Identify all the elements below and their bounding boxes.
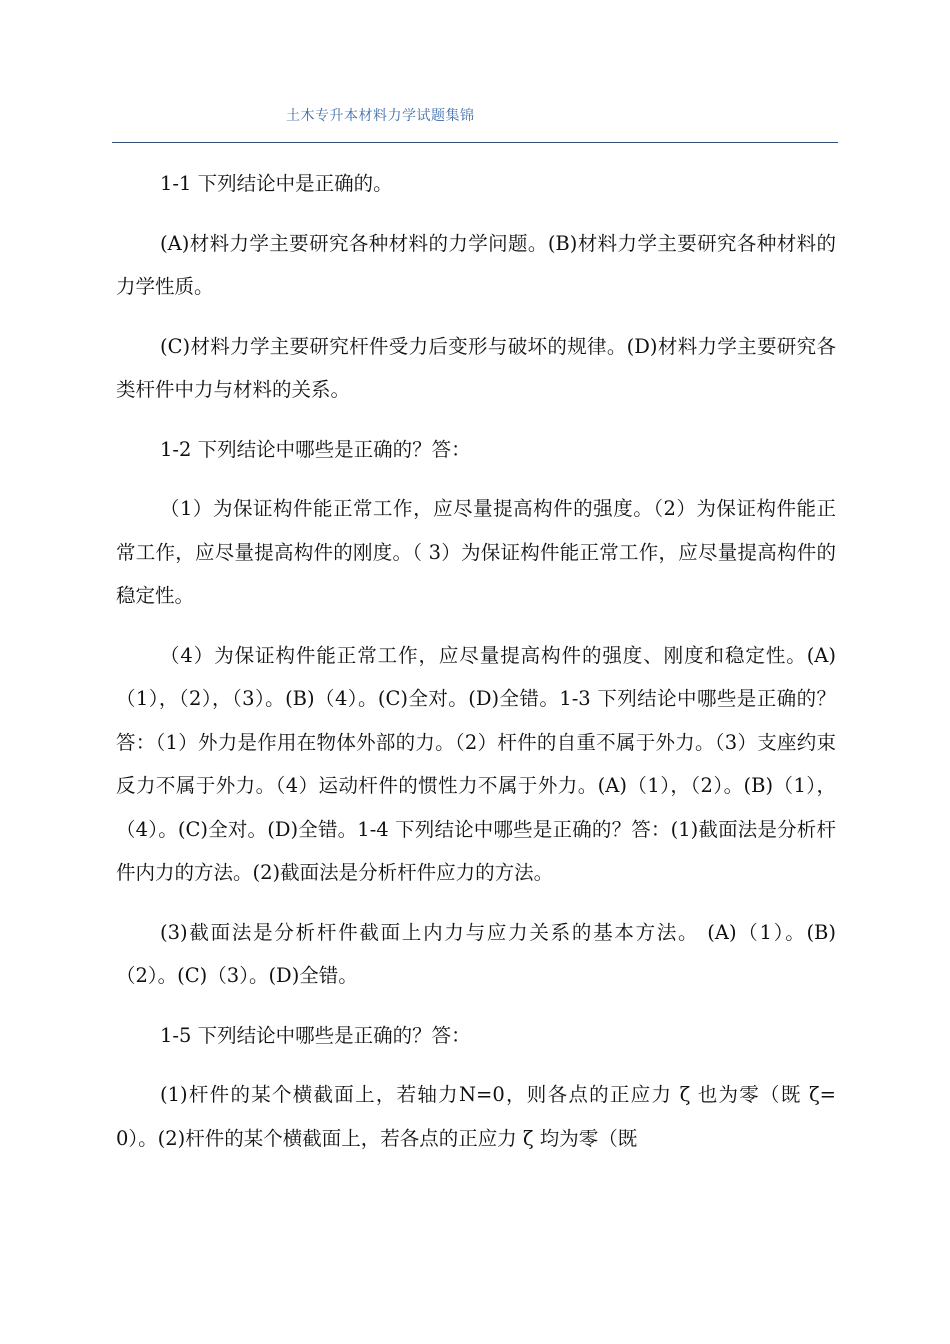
paragraph-1-2-to-1-4: （4）为保证构件能正常工作，应尽量提高构件的强度、刚度和稳定性。(A)（1），（2），（3）。(B)（4）。(C)全对。(D)全错。1-3 下列结论中哪些是正确的？答：（1）外力是作用在物体外部的力。（2）杆件的自重不属于外力。（3）支座约束反力不属于外力。（4）运动杆件的惯性力不属于外力。(A)（1），（2）。(B)（1），（4）。(C)全对。(D)全错。1-4 下列结论中哪些是正确的？答：(1)截面法是分析杆件内力的方法。(2)截面法是分析杆件应力的方法。 (116, 643, 836, 884)
page-header (112, 98, 838, 143)
header-title: 土木专升本材料力学试题集锦 (286, 108, 475, 124)
paragraph-1-2: 1-2 下列结论中哪些是正确的？答： (160, 437, 471, 461)
paragraph-1-2-statements: （1）为保证构件能正常工作，应尽量提高构件的强度。（2）为保证构件能正常工作，应尽量提高构件的刚度。（ 3）为保证构件能正常工作，应尽量提高构件的稳定性。 (116, 497, 836, 607)
paragraph-1-5: 1-5 下列结论中哪些是正确的？答： (160, 1023, 471, 1047)
paragraph-1-5-statements: (1)杆件的某个横截面上，若轴力N=0，则各点的正应力 ζ 也为零（既 ζ=0）。(2)杆件的某个横截面上，若各点的正应力 ζ 均为零（既 (116, 1083, 836, 1150)
paragraph-1-1-options-cd: (C)材料力学主要研究杆件受力后变形与破坏的规律。(D)材料力学主要研究各类杆件中力与材料的关系。 (116, 334, 836, 401)
document-body (116, 162, 836, 1176)
paragraph-1-4-options: (3)截面法是分析杆件截面上内力与应力关系的基本方法。 (A)（1）。(B)（2）。(C)（3）。(D)全错。 (116, 920, 836, 987)
paragraph-1-1-options-ab: (A)材料力学主要研究各种材料的力学问题。(B)材料力学主要研究各种材料的力学性质。 (116, 231, 836, 298)
paragraph-1-1: 1-1 下列结论中是正确的。 (160, 172, 393, 195)
